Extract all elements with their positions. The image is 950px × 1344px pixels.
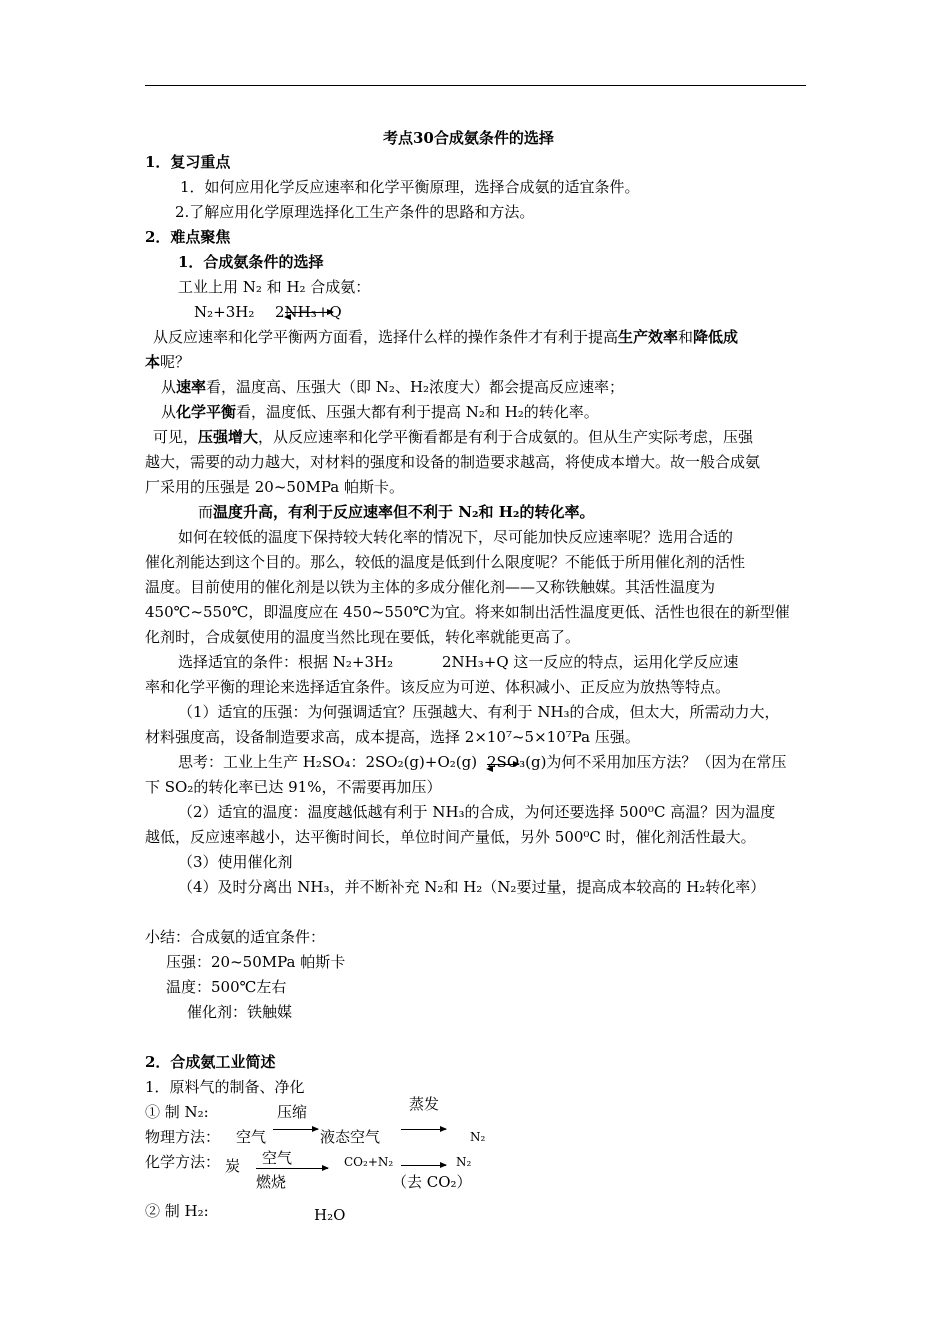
paragraph-a-line1 xyxy=(153,327,738,347)
pressure-line1 xyxy=(153,427,753,447)
rate-prefix: 从 xyxy=(161,378,177,396)
catalyst-line2: 催化剂能达到这个目的。那么，较低的温度是低到什么限度呢？不能低于所用催化剂的活性 xyxy=(145,553,746,571)
select-line2: 率和化学平衡的理论来选择适宜条件。该反应为可逆、体积减小、正反应为放热等特点。 xyxy=(145,678,731,696)
paragraph-a-line2 xyxy=(145,352,190,372)
summary-title: 小结：合成氨的适宜条件： xyxy=(145,928,326,946)
rate-line xyxy=(161,377,624,397)
paragraph-a-bold1: 生产效率 xyxy=(618,328,679,346)
chemical-air: 空气 xyxy=(262,1149,293,1167)
select-line1b: 2NH₃+Q 这一反应的特点，运用化学反应速 xyxy=(442,653,739,671)
physical-n2: N₂ xyxy=(470,1130,486,1144)
equilibrium-bold: 化学平衡 xyxy=(176,403,237,421)
pressure-line3: 厂采用的压强是 20~50MPa 帕斯卡。 xyxy=(145,478,405,496)
evaporate-label: 蒸发 xyxy=(409,1095,440,1113)
rate-text: 看，温度高、压强大（即 N₂、H₂浓度大）都会提高反应速率； xyxy=(206,378,625,396)
catalyst-line4: 450℃~550℃，即温度应在 450~550℃为宜。将来如制出活性温度更低、活性也很在的新型催 xyxy=(145,603,790,621)
catalyst-line3: 温度。目前使用的催化剂是以铁为主体的多成分催化剂——又称铁触媒。其活性温度为 xyxy=(145,578,716,596)
review-item-2: 2.了解应用化学原理选择化工生产条件的思路和方法。 xyxy=(175,203,535,221)
reversible-arrow xyxy=(285,312,333,313)
physical-method-label: 物理方法： xyxy=(145,1128,221,1146)
subheading-conditions: 1．合成氨条件的选择 xyxy=(178,253,324,271)
summary-pressure: 压强：20~50MPa 帕斯卡 xyxy=(166,953,346,971)
temperature-prefix: 而 xyxy=(198,503,214,521)
chemical-burn: 燃烧 xyxy=(256,1173,287,1191)
paragraph-a-bold3: 本 xyxy=(145,353,161,371)
pressure-line2: 越大，需要的动力越大，对材料的强度和设备的制造要求越高，将使成本增大。故一般合成氨 xyxy=(145,453,761,471)
review-item-1: 1．如何应用化学反应速率和化学平衡原理，选择合成氨的适宜条件。 xyxy=(180,178,640,196)
n2-label: ① 制 N₂: xyxy=(145,1103,209,1121)
select-line1a: 选择适宜的条件：根据 N₂+3H₂ xyxy=(178,653,394,671)
equilibrium-line xyxy=(161,402,599,422)
arrow-remove xyxy=(401,1165,446,1166)
pressure-prefix: 可见， xyxy=(153,428,199,446)
rate-bold: 速率 xyxy=(176,378,207,396)
h2-label: ② 制 H₂: xyxy=(145,1202,209,1220)
equation-right: 2NH₃+Q xyxy=(275,303,342,321)
paragraph-a-bold2: 降低成 xyxy=(693,328,739,346)
chemical-remove: （去 CO₂） xyxy=(392,1173,472,1191)
subheading-raw-gas: 1．原料气的制备、净化 xyxy=(145,1078,305,1096)
chemical-method-label: 化学方法： xyxy=(145,1153,221,1171)
section-heading-review: 1．复习重点 xyxy=(145,153,231,171)
condition4: （4）及时分离出 NH₃，并不断补充 N₂和 H₂（N₂要过量，提高成本较高的 H₂转化率） xyxy=(178,878,766,896)
paragraph-a-text: 从反应速率和化学平衡两方面看，选择什么样的操作条件才有利于提高 xyxy=(153,328,619,346)
liquid-air: 液态空气 xyxy=(320,1128,381,1146)
section-heading-difficulty: 2．难点聚焦 xyxy=(145,228,231,246)
chemical-n2: N₂ xyxy=(456,1155,472,1169)
paragraph-a-mid: 和 xyxy=(678,328,694,346)
condition3: （3）使用催化剂 xyxy=(178,853,293,871)
think-line2: 下 SO₂的转化率已达 91%，不需要再加压） xyxy=(145,778,442,796)
arrow-compress xyxy=(273,1129,318,1130)
equation-left: N₂+3H₂ xyxy=(194,303,255,321)
temperature-line xyxy=(198,502,595,522)
catalyst-line1: 如何在较低的温度下保持较大转化率的情况下，尽可能加快反应速率呢？选用合适的 xyxy=(178,528,734,546)
condition1-line2: 材料强度高，设备制造要求高，成本提高，选择 2×10⁷~5×10⁷Pa 压强。 xyxy=(145,728,640,746)
equilibrium-prefix: 从 xyxy=(161,403,177,421)
paragraph-a-end: 呢？ xyxy=(160,353,191,371)
condition2-line2: 越低，反应速率越小，达平衡时间长，单位时间产量低，另外 500⁰C 时，催化剂活性最大。 xyxy=(145,828,756,846)
condition2-line1: （2）适宜的温度：温度越低越有利于 NH₃的合成，为何还要选择 500⁰C 高温？因为温度 xyxy=(178,803,776,821)
temperature-bold: 温度升高，有利于反应速率但不利于 N₂和 H₂的转化率。 xyxy=(213,503,595,521)
summary-catalyst: 催化剂：铁触媒 xyxy=(187,1003,293,1021)
think-line1a: 思考：工业上生产 H₂SO₄：2SO₂(g)+O₂(g) xyxy=(178,753,478,771)
arrow-burn xyxy=(256,1168,328,1169)
condition1-line1: （1）适宜的压强：为何强调适宜？压强越大、有利于 NH₃的合成，但太大，所需动力大， xyxy=(178,703,780,721)
chemical-carbon: 炭 xyxy=(225,1157,241,1175)
summary-temperature: 温度：500℃左右 xyxy=(166,978,287,996)
pressure-bold: 压强增大 xyxy=(198,428,259,446)
think-line1b: 2SO₃(g)为何不采用加压方法？（因为在常压 xyxy=(487,753,787,771)
physical-air: 空气 xyxy=(236,1128,267,1146)
h2-water: H₂O xyxy=(314,1206,346,1224)
page-title: 考点30合成氨条件的选择 xyxy=(383,129,554,147)
industry-line: 工业上用 N₂ 和 H₂ 合成氨： xyxy=(178,278,371,296)
arrow-evaporate xyxy=(401,1129,446,1130)
chemical-mix: CO₂+N₂ xyxy=(344,1155,394,1169)
section-heading-industry: 2．合成氨工业简述 xyxy=(145,1053,276,1071)
reversible-arrow-so3 xyxy=(487,764,519,765)
header-rule xyxy=(145,85,806,86)
catalyst-line5: 化剂时，合成氨使用的温度当然比现在要低，转化率就能更高了。 xyxy=(145,628,581,646)
compress-label: 压缩 xyxy=(277,1103,308,1121)
equilibrium-text: 看，温度低、压强大都有利于提高 N₂和 H₂的转化率。 xyxy=(236,403,599,421)
pressure-text: ，从反应速率和化学平衡看都是有利于合成氨的。但从生产实际考虑，压强 xyxy=(258,428,754,446)
